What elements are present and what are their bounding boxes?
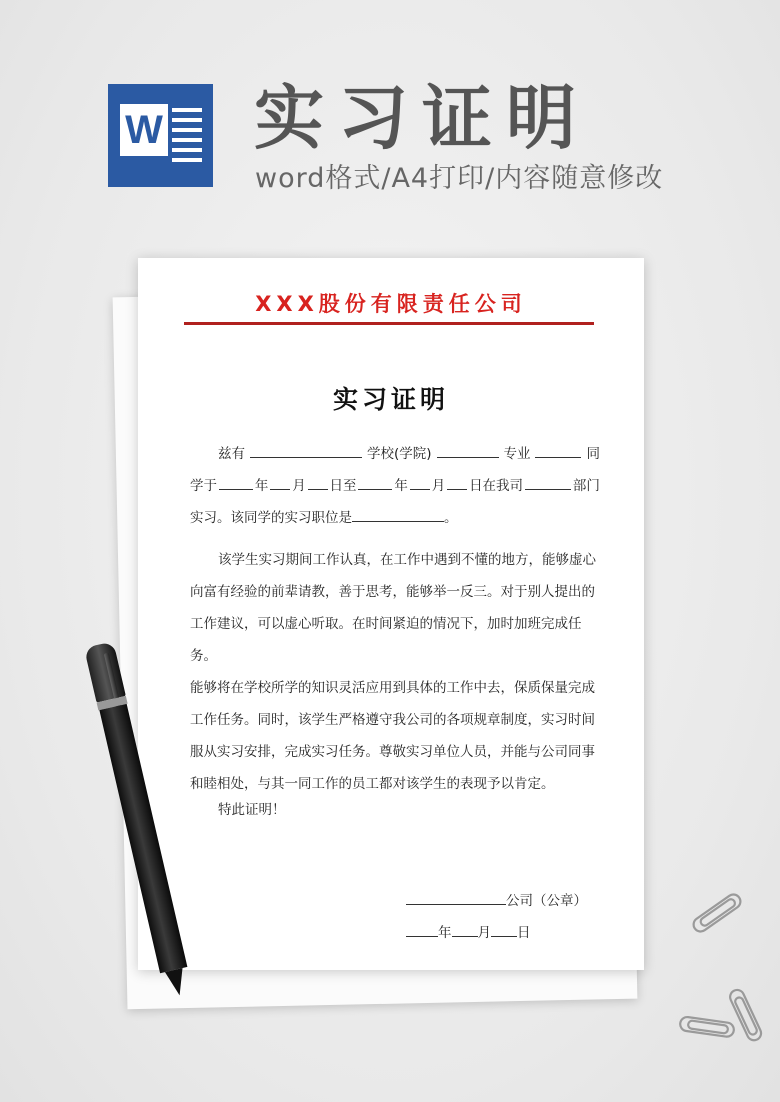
evaluation-line: 能够将在学校所学的知识灵活应用到具体的工作中去，保质保量完成 — [190, 680, 595, 696]
intro-line-1: 兹有 学校(学院) 专业 同 — [190, 438, 600, 470]
paragraph-evaluation — [190, 544, 600, 800]
header-title: 实习证明 — [254, 77, 590, 159]
blank-sign-day[interactable] — [491, 920, 517, 937]
intro-line-2: 学于 年 月 日至 年 月 日在我司 部门 — [190, 470, 600, 502]
evaluation-line: 工作建议，可以虚心听取。在时间紧迫的情况下，加时加班完成任务。 — [190, 616, 582, 664]
blank-end-day[interactable] — [447, 473, 467, 490]
evaluation-line: 工作任务。同时，该学生严格遵守我公司的各项规章制度，实习时间 — [190, 712, 595, 728]
closing-text: 特此证明！ — [218, 802, 286, 818]
intro-line-3: 实习。该同学的实习职位是 。 — [190, 502, 600, 534]
word-logo-icon — [108, 84, 213, 187]
header-divider — [184, 322, 594, 325]
blank-major[interactable] — [535, 441, 581, 458]
blank-end-year[interactable] — [358, 473, 392, 490]
blank-end-month[interactable] — [410, 473, 430, 490]
evaluation-line: 服从实习安排，完成实习任务。尊敬实习单位人员，并能与公司同事 — [190, 744, 595, 760]
signature-company-line: 公司（公章） — [406, 888, 587, 909]
paragraph-intro — [190, 438, 600, 534]
signature-date-line: 年 月 日 — [406, 920, 531, 941]
blank-department[interactable] — [525, 473, 571, 490]
paperclip-icon — [686, 890, 748, 936]
blank-start-day[interactable] — [308, 473, 328, 490]
blank-sign-month[interactable] — [452, 920, 478, 937]
blank-position[interactable] — [352, 505, 444, 522]
document-page — [138, 258, 644, 970]
blank-start-year[interactable] — [219, 473, 253, 490]
blank-student-name[interactable] — [250, 441, 362, 458]
word-logo-letter: W — [120, 104, 168, 156]
blank-start-month[interactable] — [270, 473, 290, 490]
document-title: 实习证明 — [332, 385, 449, 414]
blank-company-name[interactable] — [406, 888, 506, 905]
blank-sign-year[interactable] — [406, 920, 438, 937]
blank-school[interactable] — [437, 441, 499, 458]
paperclip-icon — [728, 984, 764, 1048]
evaluation-line: 和睦相处，与其一同工作的员工都对该学生的表现予以肯定。 — [190, 776, 555, 792]
company-name: XXX股份有限责任公司 — [255, 292, 527, 316]
header-subtitle: word格式/A4打印/内容随意修改 — [255, 163, 664, 194]
evaluation-line: 该学生实习期间工作认真，在工作中遇到不懂的地方，能够虚心 — [218, 552, 596, 568]
evaluation-line: 向富有经验的前辈请教，善于思考，能够举一反三。对于别人提出的 — [190, 584, 595, 600]
